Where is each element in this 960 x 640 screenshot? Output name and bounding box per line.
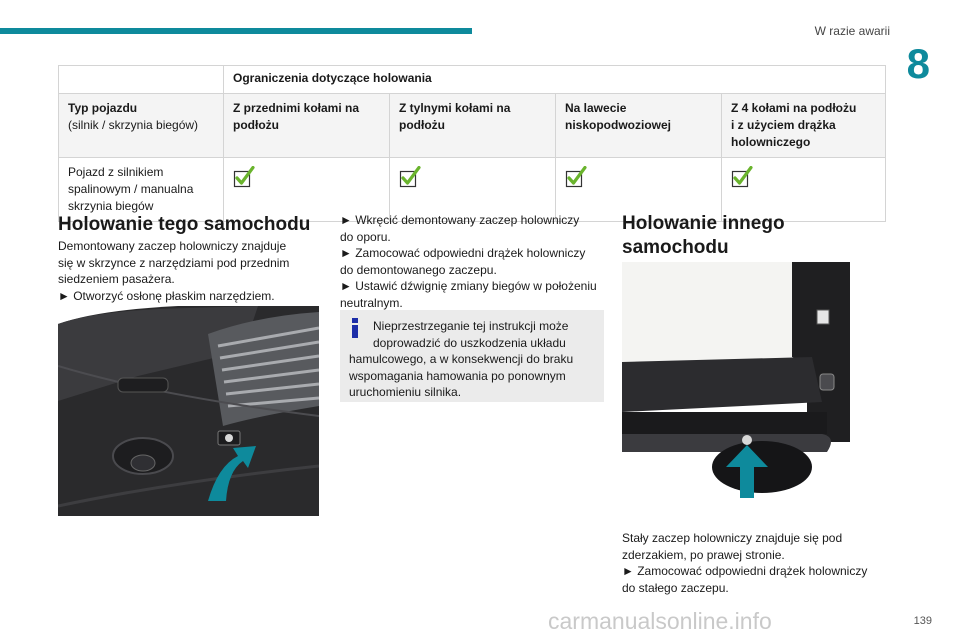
right-line: do stałego zaczepu. [622,580,729,595]
middle-line: ► Wkręcić demontowany zaczep holowniczy [340,213,580,227]
heading-towing-another-vehicle [622,212,785,260]
heading-towing-this-vehicle: Holowanie tego samochodu [58,214,311,235]
front-bumper-photo [58,306,319,516]
note-line: uruchomieniu silnika. [349,385,462,399]
middle-line: do oporu. [340,229,391,244]
col-four-wheels-line2: i z użyciem drążka [731,118,836,132]
col-flatbed [556,94,722,158]
note-line: hamulcowego, a w konsekwencji do braku [349,352,574,366]
middle-line: neutralnym. [340,295,403,310]
left-line: siedzeniem pasażera. [58,272,175,286]
col-vehicle-type-label: Typ pojazdu [68,101,138,115]
middle-line: ► Zamocować odpowiedni drążek holowniczy [340,246,586,260]
checkmark-green-icon [399,166,421,188]
right-paragraph [622,530,867,596]
col-flatbed-line1: Na lawecie [565,101,627,115]
row-label-line3: skrzynia biegów [68,199,154,213]
col-front-wheels [224,94,390,158]
section-title: W razie awarii [814,24,890,38]
col-front-wheels-line1: Z przednimi kołami na [233,101,360,115]
left-line: się w skrzynce z narzędziami pod przednim [58,255,290,270]
left-paragraph [58,238,289,304]
heading-line: samochodu [622,237,729,258]
col-vehicle-type-sub: (silnik / skrzynia biegów) [68,118,199,132]
row-label-line1: Pojazd z silnikiem [68,165,164,179]
note-line: doprowadzić do uszkodzenia układu [373,335,566,350]
right-line: Stały zaczep holowniczy znajduje się pod [622,531,843,545]
warning-note-box [340,310,604,402]
right-line: ► Zamocować odpowiedni drążek holowniczy [622,564,868,578]
table-title: Ograniczenia dotyczące holowania [224,66,886,94]
col-rear-wheels-line2: podłożu [399,118,445,132]
page-number: 139 [913,615,932,627]
left-line: Demontowany zaczep holowniczy znajduje [58,239,287,253]
col-four-wheels-line3: holowniczego [731,135,811,149]
middle-line: do demontowanego zaczepu. [340,262,497,277]
checkmark-green-icon [565,166,587,188]
towing-table [58,65,886,222]
row-vehicle-label [59,158,224,222]
note-line: Nieprzestrzeganie tej instrukcji może [373,319,569,333]
checkmark-green-icon [731,166,753,188]
chapter-number: 8 [906,40,930,87]
col-flatbed-line2: niskopodwoziowej [565,118,672,132]
heading-line: Holowanie innego [622,213,785,234]
middle-paragraph [340,212,597,311]
watermark: carmanualsonline.info [548,608,772,634]
table-corner-cell [59,66,224,94]
col-rear-wheels-line1: Z tylnymi kołami na [399,101,511,115]
col-front-wheels-line2: podłożu [233,118,279,132]
col-rear-wheels [390,94,556,158]
left-line: ► Otworzyć osłonę płaskim narzędziem. [58,288,275,303]
rear-bumper-photo [622,262,850,498]
col-four-wheels-line1: Z 4 kołami na podłożu [731,101,857,115]
middle-line: ► Ustawić dźwignię zmiany biegów w położeniu [340,279,597,293]
note-line: wspomagania hamowania po ponownym [349,368,566,383]
col-four-wheels [722,94,886,158]
checkmark-green-icon [233,166,255,188]
right-line: zderzakiem, po prawej stronie. [622,547,785,562]
col-vehicle-type [59,94,224,158]
header-rule [0,28,472,34]
note-text [349,318,573,401]
row-label-line2: spalinowym / manualna [68,182,194,196]
